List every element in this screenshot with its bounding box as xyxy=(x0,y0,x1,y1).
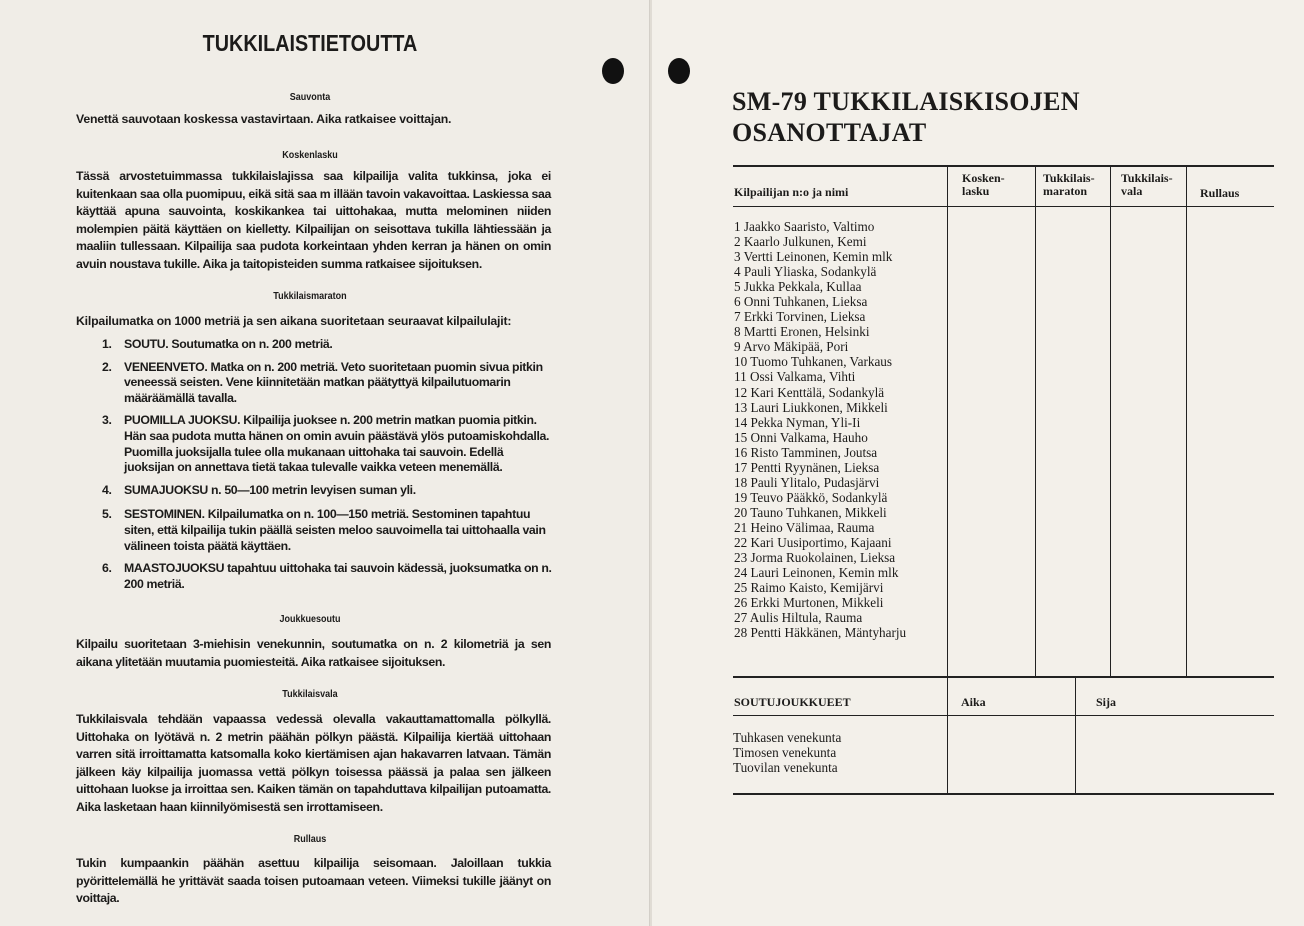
section-intro-tukkilaismaraton: Kilpailumatka on 1000 metriä ja sen aikana suoritetaan seuraavat kilpailulajit: xyxy=(76,314,512,328)
header-rullaus: Rullaus xyxy=(1200,186,1240,200)
team-row: Tuovilan venekunta xyxy=(733,760,838,776)
event-list xyxy=(100,337,552,599)
teams-table-top-rule xyxy=(733,676,1274,678)
list-item-text: SESTOMINEN. Kilpailumatka on n. 100—150 metriä. Sestominen tapahtuu siten, että kilpailija tukin päällä seisten meloo sauvoimella tai uittohaalla vain välineen toista päätä käyttäen. xyxy=(124,507,546,553)
table-row: 16 Risto Tamminen, Joutsa xyxy=(734,444,878,460)
list-item xyxy=(100,413,552,475)
header-rank: Sija xyxy=(1096,695,1117,709)
list-item-number: 2. xyxy=(102,359,112,374)
header-tukkilaismaraton xyxy=(1043,172,1095,198)
list-item-text: VENEENVETO. Matka on n. 200 metriä. Veto suoritetaan puomin sivua pitkin veneessä seisten. Vene kiinnitetään matkan päätyttyä kilpailutuomarin määräämällä tavalla. xyxy=(124,359,543,405)
list-item-text: SUMAJUOKSU n. 50—100 metrin levyisen suman yli. xyxy=(124,482,416,497)
title-line-2: OSANOTTAJAT xyxy=(732,118,927,147)
table-row: 9 Arvo Mäkipää, Pori xyxy=(734,339,849,355)
table-row: 4 Pauli Yliaska, Sodankylä xyxy=(734,264,877,280)
list-item-text: MAASTOJUOKSU tapahtuu uittohaka tai sauvoin kädessä, juoksumatka on n. 200 metriä. xyxy=(124,561,552,591)
header-time: Aika xyxy=(961,695,986,709)
list-item-text: PUOMILLA JUOKSU. Kilpailija juoksee n. 200 metrin matkan puomia pitkin. Hän saa pudota mutta hänen on omin avuin päästävä ylös putoamiskohdalla. Puomilla juoksijalla tulee olla mukanaan uittohaka tai sauvoin. Edellä juoksijan on annettava tietä takaa tulevalle vaikka veteen menemällä. xyxy=(124,413,550,475)
teams-list xyxy=(733,730,943,775)
section-text-joukkuesoutu: Kilpailu suoritetaan 3-miehisin venekunnin, soutumatka on n. 2 kilometriä ja sen aikana ylitetään muutamia puomiesteitä. Aika ratkaisee sijoituksen. xyxy=(76,637,551,669)
section-heading-sauvonta: Sauvonta xyxy=(289,92,331,103)
table-row: 19 Teuvo Pääkkö, Sodankylä xyxy=(734,489,888,505)
list-item-number: 1. xyxy=(102,337,112,351)
section-heading-tukkilaisvala: Tukkilaisvala xyxy=(282,689,338,700)
column-divider xyxy=(1186,166,1187,676)
table-row: 15 Onni Valkama, Hauho xyxy=(734,429,868,445)
table-row: 14 Pekka Nyman, Yli-Ii xyxy=(734,414,861,430)
column-divider xyxy=(947,166,948,676)
table-row: 23 Jorma Ruokolainen, Lieksa xyxy=(734,550,896,566)
section-heading-joukkuesoutu: Joukkuesoutu xyxy=(279,614,341,625)
table-row: 26 Erkki Murtonen, Mikkeli xyxy=(734,595,884,611)
table-row: 27 Aulis Hiltula, Rauma xyxy=(734,610,863,626)
column-divider xyxy=(1035,166,1036,676)
table-row: 8 Martti Eronen, Helsinki xyxy=(734,324,870,340)
header-tukkilaismaraton-line2: maraton xyxy=(1043,184,1087,198)
table-row: 25 Raimo Kaisto, Kemijärvi xyxy=(734,580,884,596)
table-row: 28 Pentti Häkkänen, Mäntyharju xyxy=(734,625,907,641)
participants-title xyxy=(732,86,1152,148)
section-heading-rullaus: Rullaus xyxy=(293,834,327,845)
table-row: 11 Ossi Valkama, Vihti xyxy=(734,369,856,385)
list-item xyxy=(100,337,552,353)
list-item-number: 5. xyxy=(102,507,112,522)
header-koskenlasku-line2: lasku xyxy=(962,184,990,198)
header-tukkilaisvala-line1: Tukkilais- xyxy=(1121,171,1173,185)
table-top-rule xyxy=(733,165,1274,167)
list-item xyxy=(100,360,552,407)
header-teams: SOUTUJOUKKUEET xyxy=(734,695,851,709)
list-item xyxy=(100,507,552,554)
column-divider xyxy=(947,677,948,793)
column-divider xyxy=(1110,166,1111,676)
binder-hole xyxy=(668,58,690,84)
table-row: 20 Tauno Tuhkanen, Mikkeli xyxy=(734,504,887,520)
header-koskenlasku-line1: Kosken- xyxy=(962,171,1005,185)
table-row: 13 Lauri Liukkonen, Mikkeli xyxy=(734,399,888,415)
teams-table-bottom-rule xyxy=(733,793,1274,795)
section-heading-koskenlasku: Koskenlasku xyxy=(282,150,338,161)
list-item xyxy=(100,483,552,499)
list-item-number: 3. xyxy=(102,413,112,428)
header-koskenlasku xyxy=(962,172,1005,198)
header-tukkilaismaraton-line1: Tukkilais- xyxy=(1043,171,1095,185)
header-competitor: Kilpailijan n:o ja nimi xyxy=(734,185,849,199)
table-row: 10 Tuomo Tuhkanen, Varkaus xyxy=(734,354,893,370)
binder-hole xyxy=(602,58,624,84)
column-divider xyxy=(1075,677,1076,793)
header-tukkilaisvala xyxy=(1121,172,1173,198)
table-row: 17 Pentti Ryynänen, Lieksa xyxy=(734,459,880,475)
table-row: 7 Erkki Torvinen, Lieksa xyxy=(734,309,866,325)
section-text-rullaus: Tukin kumpaankin päähän asettuu kilpailija seisomaan. Jaloillaan tukkia pyöritteIemällä he yrittävät saada toisen putoamaan veteen. Viimeksi tukille jäänyt on voittaja. xyxy=(76,856,551,906)
participant-list xyxy=(734,219,944,640)
left-page xyxy=(0,0,650,926)
team-row: Timosen venekunta xyxy=(733,745,837,761)
section-heading-tukkilaismaraton: Tukkilaismaraton xyxy=(273,291,347,302)
section-text-koskenlasku: Tässä arvostetuimmassa tukkilaislajissa saa kilpailija valita tukkinsa, joka ei kuitenkaan saa olla puomipuu, eikä sitä saa m illään tavoin vakavoittaa. Laskiessa saa käyttää apuna sauvointa, koskikankea tai uittohakaa, mutta melominen niiden molempien päitä käyttäen on kielletty. Kilpailijan on seisottava tukilla lähtiessään ja maaliin tullessaan. Kilpailija saa pudota korkeintaan yhden kerran ja hänen on omin avuin noustava tukille. Aika ja taitopisteiden summa ratkaisee sijoituksen. xyxy=(76,169,551,271)
teams-table-header-rule xyxy=(733,715,1274,716)
header-tukkilaisvala-line2: vala xyxy=(1121,184,1143,198)
table-row: 21 Heino Välimaa, Rauma xyxy=(734,519,875,535)
list-item-number: 6. xyxy=(102,561,112,576)
table-row: 3 Vertti Leinonen, Kemin mlk xyxy=(734,249,893,265)
list-item xyxy=(100,561,552,592)
title-line-1: SM-79 TUKKILAISKISOJEN xyxy=(732,87,1080,116)
section-text-sauvonta: Venettä sauvotaan koskessa vastavirtaan. Aika ratkaisee voittajan. xyxy=(76,112,452,126)
table-row: 18 Pauli Ylitalo, Pudasjärvi xyxy=(734,474,880,490)
table-row: 1 Jaakko Saaristo, Valtimo xyxy=(734,219,875,234)
table-row: 6 Onni Tuhkanen, Lieksa xyxy=(734,294,868,310)
table-row: 12 Kari Kenttälä, Sodankylä xyxy=(734,384,885,400)
list-item-text: SOUTU. Soutumatka on n. 200 metriä. xyxy=(124,337,333,351)
section-text-tukkilaisvala: Tukkilaisvala tehdään vapaassa vedessä olevalla vakauttamattomalla pölkyllä. Uittohaka on lyötävä n. 2 metrin päähän pölkyn päästä. Kilpailija kiertää uittohaan varren sitä irroittamatta katsomalla koko kiertämisen ajan hakavarren latvaan. Tämän jälkeen käy kilpailija juomassa vettä pölkyn toisessa päässä ja palaa sen jälkeen uittohaan luokse ja irroittaa sen. Kaiken tämän on tapahduttava kilpailijan putoamatta. Aika lasketaan haan kiinnilyömisestä sen irrottamiseen. xyxy=(76,712,551,814)
table-row: 2 Kaarlo Julkunen, Kemi xyxy=(734,234,867,250)
page-title: TUKKILAISTIETOUTTA xyxy=(202,30,418,56)
table-row: 22 Kari Uusiportimo, Kajaani xyxy=(734,534,892,550)
table-row: 24 Lauri Leinonen, Kemin mlk xyxy=(734,565,899,581)
table-row: 5 Jukka Pekkala, Kullaa xyxy=(734,279,862,295)
table-header-rule xyxy=(733,206,1274,207)
list-item-number: 4. xyxy=(102,482,112,497)
team-row: Tuhkasen venekunta xyxy=(733,730,842,745)
